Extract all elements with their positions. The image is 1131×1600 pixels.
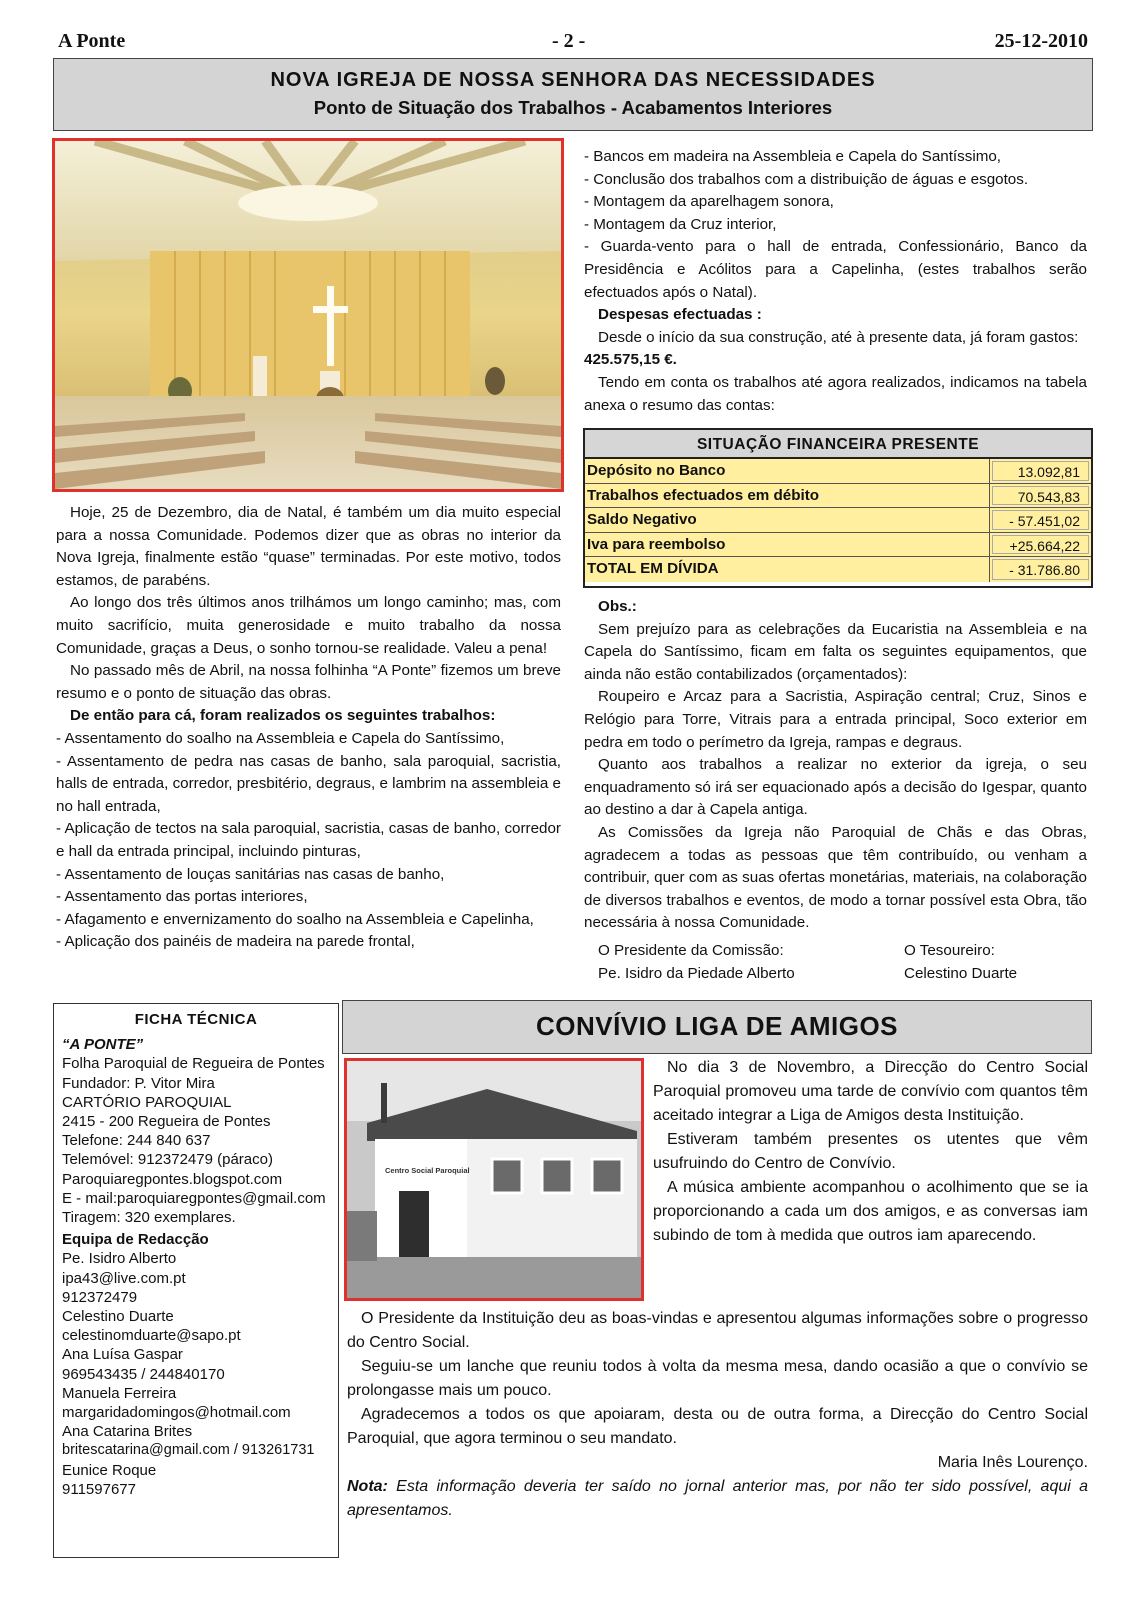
team-line: 912372479 bbox=[62, 1288, 138, 1306]
row-value: - 31.786.80 bbox=[992, 559, 1089, 580]
page-number: - 2 - bbox=[552, 30, 586, 52]
works-heading: De então para cá, foram realizados os seguintes trabalhos: bbox=[70, 707, 496, 725]
paragraph: No dia 3 de Novembro, a Direcção do Centro Social Paroquial promoveu uma tarde de convívio com quantos têm aceitado integrar a Liga de Amigos desta Instituição. bbox=[653, 1059, 1088, 1124]
sign-text: Centro Social Paroquial bbox=[385, 1166, 470, 1175]
team-line: margaridadomingos@hotmail.com bbox=[62, 1404, 291, 1422]
team-line: ipa43@live.com.pt bbox=[62, 1269, 186, 1287]
paragraph: Quanto aos trabalhos a realizar no exterior da igreja, o seu enquadramento só irá ser equacionado após a decisão do Igespar, quanto ao destino a dar à Capela antiga. bbox=[584, 756, 1087, 819]
paragraph: Agradecemos a todos os que apoiaram, desta ou de outra forma, a Direcção do Centro Social Paroquial, que agora terminou o seu mandato. bbox=[347, 1406, 1088, 1447]
nota-text: Esta informação deveria ter saído no jornal anterior mas, por não ter sido possível, aqui a apresentamos. bbox=[347, 1478, 1088, 1519]
row-label: Saldo Negativo bbox=[585, 508, 990, 532]
team-line: celestinomduarte@sapo.pt bbox=[62, 1327, 241, 1345]
ficha-line: Fundador: P. Vitor Mira bbox=[62, 1074, 215, 1092]
team-line: Pe. Isidro Alberto bbox=[62, 1250, 177, 1268]
signature-president bbox=[598, 940, 795, 985]
list-item: - Assentamento do soalho na Assembleia e Capela do Santíssimo, bbox=[56, 729, 505, 747]
team-line: Eunice Roque bbox=[62, 1461, 157, 1479]
table-row bbox=[585, 533, 1091, 558]
signature-role: O Presidente da Comissão: bbox=[598, 942, 784, 959]
paragraph: Sem prejuízo para as celebrações da Eucaristia na Assembleia e na Capela do Santíssimo, ficam em falta os seguintes equipamentos, que ainda não estão contabilizados (orçamentados): bbox=[584, 620, 1087, 683]
team-heading: Equipa de Redacção bbox=[62, 1231, 209, 1249]
article-right-column bbox=[584, 146, 1087, 417]
article-left-column bbox=[56, 502, 561, 954]
paragraph: A música ambiente acompanhou o acolhimento que se ia proporcionando a cada um dos amigos, e as conversas iam subindo de tom à medida que outros iam aparecendo. bbox=[653, 1179, 1088, 1244]
list-item: - Bancos em madeira na Assembleia e Capela do Santíssimo, bbox=[584, 148, 1002, 165]
paragraph: Estiveram também presentes os utentes que vêm usufruindo do Centro de Convívio. bbox=[653, 1131, 1088, 1172]
list-item: - Afagamento e envernizamento do soalho na Assembleia e Capelinha, bbox=[56, 910, 534, 928]
row-value: +25.664,22 bbox=[992, 535, 1089, 555]
paragraph: No passado mês de Abril, na nossa folhinha “A Ponte” fizemos um breve resumo e o ponto de situação das obras. bbox=[56, 662, 561, 702]
table-row bbox=[585, 459, 1091, 484]
row-value: - 57.451,02 bbox=[992, 510, 1089, 530]
team-line: Ana Luísa Gaspar bbox=[62, 1346, 183, 1364]
expenses-amount: 425.575,15 €. bbox=[584, 351, 677, 369]
signature-treasurer bbox=[904, 940, 1017, 985]
ficha-name: “A PONTE” bbox=[62, 1036, 144, 1054]
list-item: - Montagem da Cruz interior, bbox=[584, 215, 777, 233]
team-line: Manuela Ferreira bbox=[62, 1384, 177, 1402]
main-subtitle: Ponto de Situação dos Trabalhos - Acabamentos Interiores bbox=[313, 97, 833, 118]
list-item: - Guarda-vento para o hall de entrada, Confessionário, Banco da Presidência e Acólitos para a Capelinha, (estes trabalhos serão efectuados após o Natal). bbox=[584, 238, 1087, 301]
page-header bbox=[58, 30, 1088, 56]
article-author: Maria Inês Lourenço. bbox=[937, 1454, 1088, 1471]
table-intro: Tendo em conta os trabalhos até agora realizados, indicamos na tabela anexa o resumo das contas: bbox=[584, 373, 1087, 414]
ficha-line: E - mail:paroquiaregpontes@gmail.com bbox=[62, 1189, 326, 1207]
main-title-box bbox=[53, 58, 1093, 131]
team-line: 969543435 / 244840170 bbox=[62, 1365, 225, 1383]
church-interior-illustration bbox=[55, 141, 561, 489]
list-item: - Assentamento de louças sanitárias nas casas de banho, bbox=[56, 865, 445, 883]
list-item: - Aplicação de tectos na sala paroquial, sacristia, casas de banho, corredor e hall da entrada principal, incluindo pinturas, bbox=[56, 820, 561, 860]
issue-date: 25-12-2010 bbox=[994, 30, 1088, 52]
signature-role: O Tesoureiro: bbox=[904, 942, 995, 959]
row-label: Depósito no Banco bbox=[585, 459, 990, 483]
convivio-bottom-column bbox=[347, 1307, 1088, 1523]
row-label: TOTAL EM DÍVIDA bbox=[585, 557, 990, 582]
list-item: - Assentamento de pedra nas casas de banho, sala paroquial, sacristia, halls de entrada, corredor, presbitério, degraus, e lambrim na assembleia e no hall entrada, bbox=[56, 752, 561, 815]
team-line: Ana Catarina Brites bbox=[62, 1423, 193, 1441]
list-item: - Conclusão dos trabalhos com a distribuição de águas e esgotos. bbox=[584, 170, 1029, 188]
obs-heading: Obs.: bbox=[598, 598, 637, 615]
paragraph: Seguiu-se um lanche que reuniu todos à volta da mesma mesa, dando ocasião a que o convívio se prolongasse mais um pouco. bbox=[347, 1358, 1088, 1399]
ficha-line: Telefone: 244 840 637 bbox=[62, 1132, 211, 1150]
convivio-right-column bbox=[653, 1056, 1088, 1248]
table-row bbox=[585, 508, 1091, 533]
team-line: 911597677 bbox=[62, 1480, 136, 1498]
row-value: 13.092,81 bbox=[992, 461, 1089, 481]
ficha-line: Tiragem: 320 exemplares. bbox=[62, 1209, 236, 1227]
church-interior-photo bbox=[52, 138, 564, 492]
paragraph: As Comissões da Igreja não Paroquial de Chãs e das Obras, agradecem a todas as pessoas que têm contribuído, ou venham a contribuir, quer com as suas ofertas monetárias, materiais, na colaboração de diversos trabalhos e eventos, de modo a tornar possível esta Obra, tão necessária à nossa Comunidade. bbox=[584, 823, 1087, 932]
expenses-heading: Despesas efectuadas : bbox=[598, 306, 762, 324]
ficha-tecnica-box bbox=[53, 1003, 339, 1558]
table-row bbox=[585, 557, 1091, 582]
centro-social-illustration bbox=[347, 1061, 641, 1298]
expenses-text: Desde o início da sua construção, até à presente data, já foram gastos: bbox=[598, 328, 1079, 346]
paragraph: O Presidente da Instituição deu as boas-vindas e apresentou algumas informações sobre o progresso do Centro Social. bbox=[347, 1310, 1088, 1351]
finance-table-title: SITUAÇÃO FINANCEIRA PRESENTE bbox=[585, 430, 1091, 459]
ficha-line: Folha Paroquial de Regueira de Pontes bbox=[62, 1055, 325, 1073]
ficha-line: Paroquiaregpontes.blogspot.com bbox=[62, 1170, 283, 1188]
team-line: britescatarina@gmail.com / 913261731 bbox=[62, 1442, 315, 1459]
ficha-line: CARTÓRIO PAROQUIAL bbox=[62, 1093, 232, 1111]
ficha-line: Telemóvel: 912372479 (páraco) bbox=[62, 1151, 273, 1169]
convivio-title: CONVÍVIO LIGA DE AMIGOS bbox=[342, 1000, 1092, 1054]
centro-social-photo bbox=[344, 1058, 644, 1301]
finance-table bbox=[583, 428, 1093, 588]
nota-label: Nota: bbox=[347, 1478, 388, 1495]
row-label: Iva para reembolso bbox=[585, 533, 990, 557]
paragraph: Ao longo dos três últimos anos trilhámos um longo caminho; mas, com muito sacrifício, muita generosidade e muito trabalho da nossa Comunidade, graças a Deus, o sonho tornou-se realidade. Valeu a pena! bbox=[56, 594, 561, 657]
newspaper-name: A Ponte bbox=[58, 30, 126, 52]
signature-name: Celestino Duarte bbox=[904, 964, 1018, 982]
list-item: - Assentamento das portas interiores, bbox=[56, 888, 308, 906]
nota bbox=[347, 1475, 1088, 1523]
list-item: - Montagem da aparelhagem sonora, bbox=[584, 193, 834, 211]
team-line: Celestino Duarte bbox=[62, 1308, 174, 1326]
list-item: - Aplicação dos painéis de madeira na parede frontal, bbox=[56, 933, 415, 951]
ficha-line: 2415 - 200 Regueira de Pontes bbox=[62, 1113, 271, 1131]
row-label: Trabalhos efectuados em débito bbox=[585, 484, 990, 508]
main-title: NOVA IGREJA DE NOSSA SENHORA DAS NECESSIDADES bbox=[270, 69, 876, 91]
ficha-heading: FICHA TÉCNICA bbox=[134, 1011, 258, 1028]
observations bbox=[584, 596, 1087, 935]
row-value: 70.543,83 bbox=[992, 486, 1089, 506]
paragraph: Hoje, 25 de Dezembro, dia de Natal, é também um dia muito especial para a nossa Comunidade. Podemos dizer que as obras no interior da Nova Igreja, finalmente estão “quase” terminadas. Por este motivo, todos estamos, de parabéns. bbox=[56, 504, 561, 589]
signature-name: Pe. Isidro da Piedade Alberto bbox=[598, 964, 795, 982]
paragraph: Roupeiro e Arcaz para a Sacristia, Aspiração central; Cruz, Sinos e Relógio para Torre, Vitrais para a entrada principal, Soco exterior em pedra em todo o perímetro da Igreja, rampas e degraus. bbox=[584, 688, 1087, 751]
table-row bbox=[585, 484, 1091, 509]
